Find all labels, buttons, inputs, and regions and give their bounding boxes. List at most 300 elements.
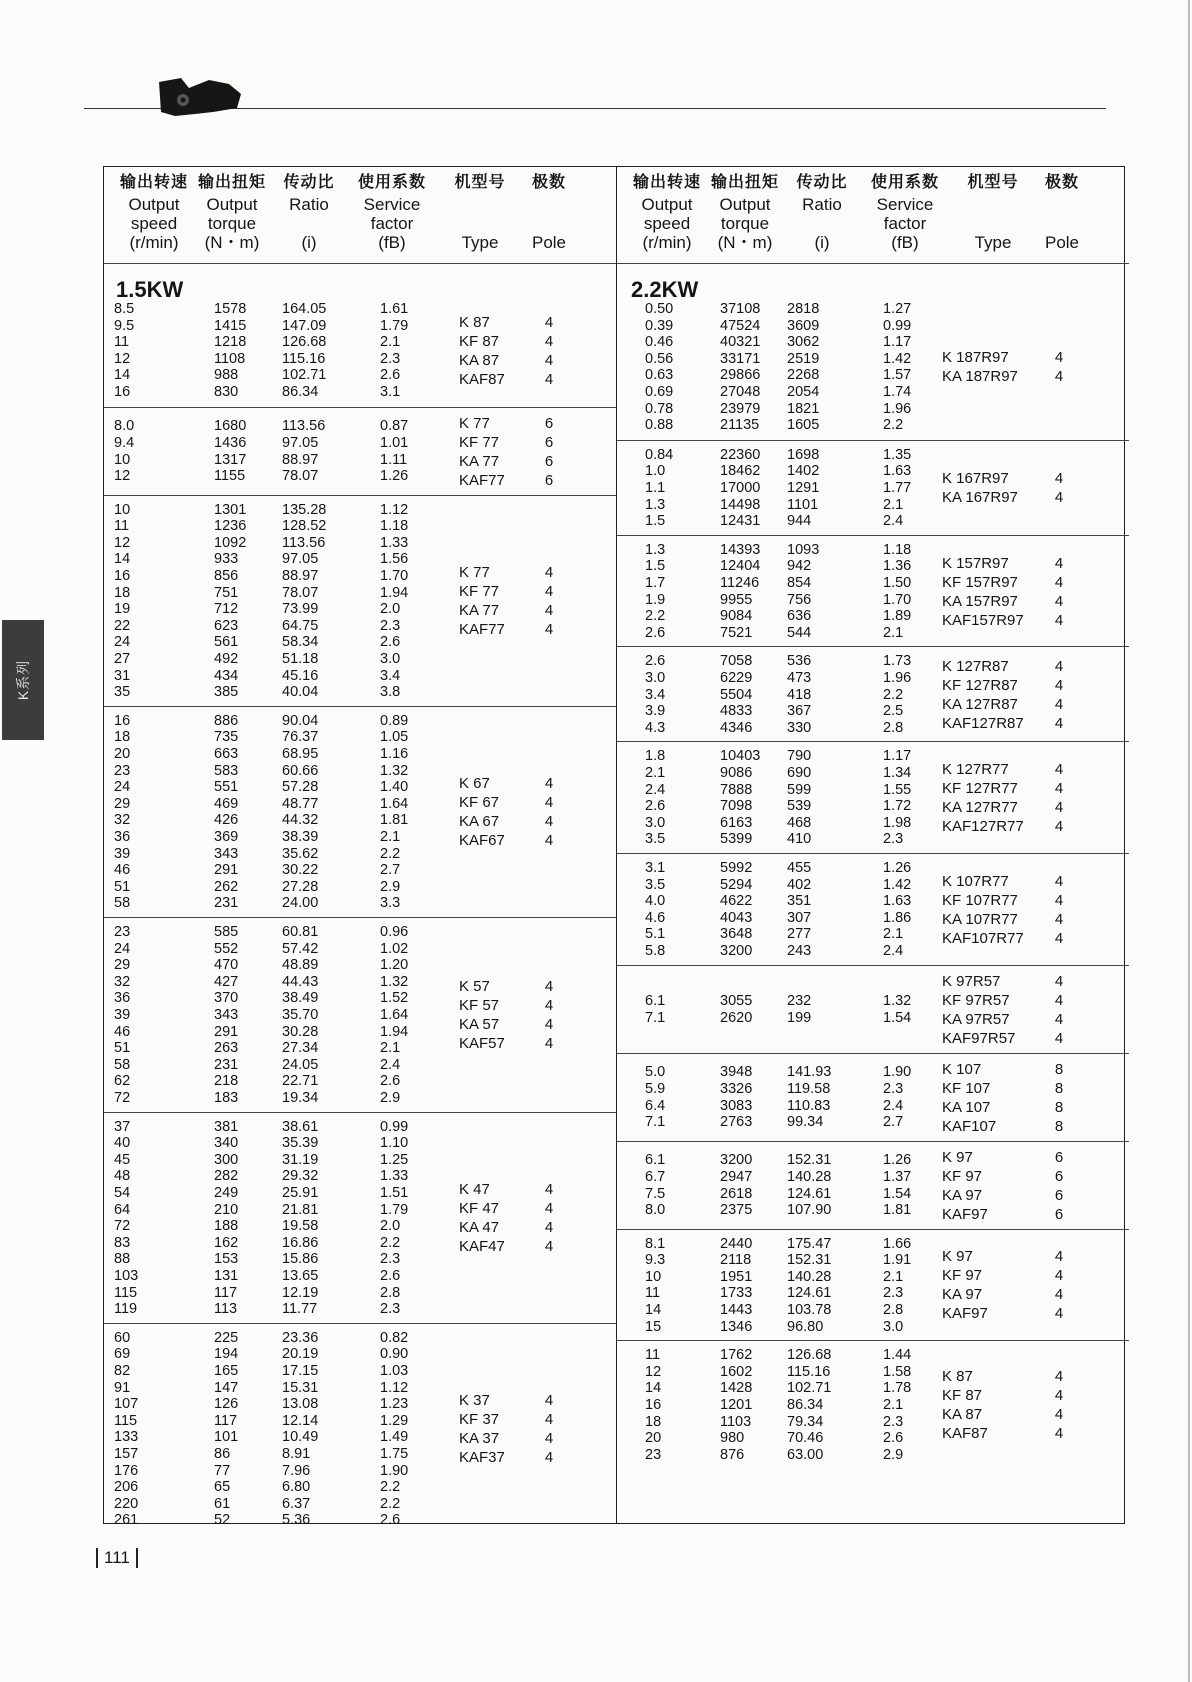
output-torque-cell: 583: [214, 762, 239, 779]
output-torque-cell: 552: [214, 940, 239, 957]
output-torque-cell: 980: [720, 1430, 745, 1447]
output-speed-cell: 3.4: [645, 686, 666, 703]
output-torque-cell: 561: [214, 634, 239, 651]
output-speed-cell: 3.0: [645, 814, 666, 831]
pole-cell: 8: [1054, 1060, 1064, 1078]
output-speed-cell: 24: [114, 634, 131, 651]
table-row-group: [617, 646, 1129, 742]
table-row-group: [617, 1340, 1129, 1469]
type-cell: KAF97R57: [942, 1029, 1016, 1047]
ratio-cell: 35.70: [282, 1007, 319, 1023]
output-torque-cell: 29866: [720, 367, 761, 384]
output-torque-cell: 162: [214, 1234, 239, 1251]
service-factor-cell: 2.7: [380, 862, 401, 879]
ratio-cell: 113.56: [282, 534, 326, 551]
column-header-cn: 传动比: [796, 174, 848, 191]
table-row: [104, 1346, 616, 1363]
ratio-cell: 17.15: [282, 1362, 319, 1379]
ratio-cell: 57.42: [282, 940, 319, 957]
ratio-cell: 40.04: [282, 684, 319, 701]
type-cell: K 47: [459, 1181, 490, 1199]
ratio-cell: 96.80: [787, 1318, 824, 1335]
output-speed-cell: 1.8: [645, 748, 666, 765]
pole-cell: 4: [1054, 910, 1064, 928]
type-cell: KAF67: [459, 832, 505, 850]
output-torque-cell: 4346: [720, 719, 753, 736]
service-factor-cell: 1.54: [883, 1185, 912, 1202]
pole-cell: 4: [544, 313, 554, 331]
service-factor-cell: 2.9: [883, 1446, 904, 1463]
service-factor-cell: 1.66: [883, 1235, 912, 1252]
output-speed-cell: 8.5: [114, 301, 135, 317]
output-torque-cell: 77: [214, 1462, 231, 1479]
output-speed-cell: 8.0: [114, 418, 135, 435]
output-speed-cell: 1.5: [645, 558, 666, 575]
output-speed-cell: 2.2: [645, 608, 666, 625]
ratio-cell: 30.22: [282, 862, 319, 879]
output-speed-cell: 5.8: [645, 943, 666, 959]
output-torque-cell: 1108: [214, 350, 246, 367]
ratio-cell: 3062: [787, 334, 820, 351]
output-torque-cell: 3200: [720, 1152, 753, 1169]
ratio-cell: 141.93: [787, 1064, 832, 1081]
output-speed-cell: 19: [114, 601, 131, 618]
output-torque-cell: 52: [214, 1512, 231, 1529]
output-speed-cell: 4.6: [645, 909, 666, 926]
service-factor-cell: 2.7: [883, 1114, 904, 1131]
service-factor-cell: 2.2: [883, 417, 904, 434]
output-speed-cell: 103: [114, 1267, 139, 1284]
ratio-cell: 20.19: [282, 1346, 319, 1363]
output-speed-cell: 1.9: [645, 591, 666, 608]
ratio-cell: 60.66: [282, 762, 319, 779]
output-torque-cell: 21135: [720, 417, 760, 434]
output-speed-cell: 12: [114, 350, 131, 367]
output-speed-cell: 0.39: [645, 317, 674, 334]
table-row: [104, 862, 616, 879]
pole-cell: 4: [1054, 592, 1064, 610]
output-speed-cell: 0.78: [645, 400, 674, 417]
type-cell: KF 57: [459, 997, 500, 1015]
output-speed-cell: 12: [114, 468, 131, 485]
column-header-en: Ratio (i): [289, 195, 329, 252]
ratio-cell: 126.68: [282, 334, 327, 351]
ratio-cell: 35.39: [282, 1135, 319, 1152]
pole-cell: 6: [1054, 1148, 1064, 1166]
output-speed-cell: 1.5: [645, 513, 666, 530]
pole-cell: 4: [1054, 929, 1064, 947]
ratio-cell: 307: [787, 909, 812, 926]
service-factor-cell: 1.35: [883, 446, 912, 463]
pole-cell: 6: [544, 471, 554, 489]
table-row-group: [617, 1053, 1129, 1142]
type-cell: KA 47: [459, 1219, 500, 1237]
pole-cell: 4: [1054, 799, 1064, 817]
ratio-cell: 790: [787, 748, 812, 765]
output-torque-cell: 1443: [720, 1301, 753, 1318]
table-column-left: [104, 167, 616, 1529]
service-factor-cell: 1.02: [380, 940, 409, 957]
output-torque-cell: 231: [214, 1056, 239, 1073]
output-speed-cell: 16: [114, 712, 131, 729]
output-torque-cell: 551: [214, 779, 239, 796]
service-factor-cell: 3.3: [380, 895, 401, 912]
ratio-cell: 22.71: [282, 1073, 319, 1090]
output-torque-cell: 131: [214, 1267, 239, 1284]
table-row-group: [104, 495, 616, 707]
pole-cell: 4: [1054, 1029, 1064, 1047]
output-speed-cell: 69: [114, 1346, 131, 1363]
output-torque-cell: 1317: [214, 451, 247, 468]
column-header-cn: 机型号: [967, 174, 1019, 191]
column-header-en: Output torque (N・m): [717, 195, 773, 252]
output-torque-cell: 263: [214, 1040, 239, 1057]
ratio-cell: 3609: [787, 317, 820, 334]
table-row: [617, 417, 1129, 434]
ratio-cell: 418: [787, 686, 812, 703]
ratio-cell: 15.31: [282, 1379, 319, 1396]
service-factor-cell: 1.89: [883, 608, 912, 625]
ratio-cell: 99.34: [787, 1114, 824, 1131]
type-cell: K 97: [942, 1148, 973, 1166]
type-cell: KF 157R97: [942, 573, 1018, 591]
table-row: [104, 1090, 616, 1107]
service-factor-cell: 2.3: [380, 1301, 401, 1318]
column-header-en: Pole: [1044, 233, 1080, 252]
type-cell: K 77: [459, 414, 490, 432]
service-factor-cell: 2.3: [380, 1251, 401, 1268]
output-torque-cell: 3055: [720, 992, 753, 1009]
output-speed-cell: 39: [114, 845, 131, 862]
column-header-en: Type: [974, 233, 1012, 252]
service-factor-cell: 0.87: [380, 418, 409, 435]
column-header: [352, 173, 432, 252]
column-header-en: Pole: [531, 233, 567, 252]
table-row: [617, 401, 1129, 418]
output-torque-cell: 751: [214, 584, 239, 601]
ratio-cell: 468: [787, 814, 812, 831]
table-row: [104, 879, 616, 896]
service-factor-cell: 2.5: [883, 703, 904, 720]
ratio-cell: 38.61: [282, 1118, 319, 1135]
service-factor-cell: 1.10: [380, 1135, 409, 1152]
ratio-cell: 1101: [787, 496, 819, 513]
column-header-cn: 使用系数: [357, 174, 426, 191]
output-torque-cell: 300: [214, 1151, 239, 1168]
pole-cell: 4: [1054, 349, 1064, 367]
service-factor-cell: 1.94: [380, 1023, 409, 1040]
ratio-cell: 124.61: [787, 1285, 832, 1302]
pole-cell: 4: [544, 332, 554, 350]
output-torque-cell: 218: [214, 1073, 239, 1090]
output-speed-cell: 82: [114, 1362, 131, 1379]
output-torque-cell: 1103: [720, 1413, 752, 1430]
output-speed-cell: 2.6: [645, 624, 666, 641]
ratio-cell: 6.37: [282, 1495, 311, 1512]
output-speed-cell: 6.4: [645, 1097, 666, 1114]
output-torque-cell: 5294: [720, 876, 753, 893]
output-torque-cell: 427: [214, 973, 239, 990]
output-speed-cell: 0.56: [645, 350, 674, 367]
table-row: [617, 1447, 1129, 1464]
table-row: [104, 941, 616, 958]
ratio-cell: 102.71: [787, 1380, 832, 1397]
type-cell: KA 87: [459, 351, 500, 369]
output-torque-cell: 33171: [720, 350, 761, 367]
ratio-cell: 15.86: [282, 1251, 319, 1268]
pole-cell: 4: [544, 1016, 554, 1034]
ratio-cell: 88.97: [282, 567, 319, 584]
table-row-group: [617, 965, 1129, 1054]
output-speed-cell: 9.4: [114, 434, 135, 451]
column-header-cn: 输出扭矩: [197, 174, 266, 191]
output-speed-cell: 1.3: [645, 496, 666, 513]
service-factor-cell: 2.1: [380, 828, 401, 845]
ratio-cell: 367: [787, 703, 812, 720]
table-row: [104, 1301, 616, 1318]
type-cell: KA 127R77: [942, 799, 1018, 817]
output-torque-cell: 7521: [720, 624, 753, 641]
spec-table: [103, 166, 1125, 1529]
ratio-cell: 8.91: [282, 1445, 311, 1462]
ratio-cell: 140.28: [787, 1268, 832, 1285]
column-header-row: [617, 167, 1129, 264]
ratio-cell: 35.62: [282, 845, 319, 862]
ratio-cell: 6.80: [282, 1479, 311, 1496]
service-factor-cell: 2.4: [883, 513, 904, 530]
ratio-cell: 16.86: [282, 1234, 319, 1251]
pole-cell: 4: [544, 621, 554, 639]
type-cell: KA 167R97: [942, 489, 1018, 507]
service-factor-cell: 2.4: [380, 1056, 401, 1073]
ratio-cell: 402: [787, 876, 812, 893]
pole-cell: 4: [1054, 695, 1064, 713]
ratio-cell: 13.08: [282, 1396, 319, 1413]
output-speed-cell: 16: [114, 384, 131, 400]
column-header: [1037, 173, 1087, 252]
type-cell: K 57: [459, 978, 490, 996]
pole-cell: 4: [1054, 1286, 1064, 1304]
output-torque-cell: 9084: [720, 608, 753, 625]
output-speed-cell: 23: [114, 924, 131, 940]
type-cell: K 187R97: [942, 349, 1009, 367]
output-torque-cell: 27048: [720, 384, 761, 400]
table-row-group: [104, 706, 616, 918]
column-header: [440, 173, 520, 252]
output-torque-cell: 1762: [720, 1347, 753, 1364]
ratio-cell: 38.39: [282, 828, 319, 845]
output-torque-cell: 4043: [720, 909, 753, 926]
output-torque-cell: 2620: [720, 1009, 753, 1026]
table-row-group: [617, 295, 1129, 440]
column-header-cn: 输出转速: [119, 174, 188, 191]
pole-cell: 8: [1054, 1098, 1064, 1116]
ratio-cell: 63.00: [787, 1446, 824, 1463]
output-speed-cell: 14: [114, 551, 131, 568]
pole-cell: 6: [544, 433, 554, 451]
table-row-group: [104, 295, 616, 407]
output-torque-cell: 126: [214, 1396, 239, 1413]
ratio-cell: 455: [787, 860, 812, 876]
column-header-cn: 输出扭矩: [710, 174, 779, 191]
type-cell: KAF47: [459, 1238, 505, 1256]
pole-cell: 4: [544, 370, 554, 388]
ratio-cell: 152.31: [787, 1252, 832, 1269]
service-factor-cell: 2.3: [883, 1285, 904, 1302]
service-factor-cell: 1.42: [883, 876, 912, 893]
output-torque-cell: 933: [214, 551, 239, 568]
output-speed-cell: 5.1: [645, 926, 666, 943]
service-factor-cell: 2.9: [380, 1090, 401, 1106]
output-speed-cell: 46: [114, 1023, 131, 1040]
output-speed-cell: 36: [114, 828, 131, 845]
output-torque-cell: 183: [214, 1090, 239, 1106]
output-torque-cell: 2763: [720, 1114, 753, 1131]
type-cell: K 107R77: [942, 872, 1009, 890]
pole-cell: 4: [1054, 818, 1064, 836]
ratio-cell: 58.34: [282, 634, 319, 651]
table-row-group: [104, 917, 616, 1113]
service-factor-cell: 0.90: [380, 1346, 409, 1363]
ratio-cell: 854: [787, 574, 812, 591]
service-factor-cell: 0.99: [883, 317, 912, 334]
output-speed-cell: 32: [114, 973, 131, 990]
output-torque-cell: 117: [214, 1284, 238, 1301]
service-factor-cell: 2.3: [883, 1080, 904, 1097]
service-factor-cell: 1.03: [380, 1362, 409, 1379]
table-row-group: [104, 407, 616, 496]
type-cell: K 77: [459, 564, 490, 582]
ratio-cell: 57.28: [282, 779, 319, 796]
service-factor-cell: 1.16: [380, 745, 409, 762]
output-speed-cell: 10: [114, 451, 131, 468]
ratio-cell: 115.16: [282, 350, 326, 367]
service-factor-cell: 1.64: [380, 1007, 409, 1023]
output-torque-cell: 11246: [720, 574, 760, 591]
table-row: [617, 318, 1129, 335]
column-header-en: Type: [461, 233, 499, 252]
output-speed-cell: 31: [114, 667, 131, 684]
output-torque-cell: 194: [214, 1346, 239, 1363]
type-cell: KA 127R87: [942, 695, 1018, 713]
output-speed-cell: 22: [114, 617, 131, 634]
output-torque-cell: 9086: [720, 764, 753, 781]
output-torque-cell: 492: [214, 650, 239, 667]
output-speed-cell: 6.1: [645, 992, 666, 1009]
ratio-cell: 12.14: [282, 1412, 319, 1429]
service-factor-cell: 1.96: [883, 669, 912, 686]
service-factor-cell: 1.42: [883, 350, 912, 367]
service-factor-cell: 1.50: [883, 574, 912, 591]
output-torque-cell: 876: [720, 1446, 745, 1463]
service-factor-cell: 1.64: [380, 795, 409, 812]
type-cell: K 97: [942, 1248, 973, 1266]
output-torque-cell: 86: [214, 1445, 231, 1462]
page-number-text: 111: [104, 1548, 130, 1567]
output-torque-cell: 1092: [214, 534, 247, 551]
output-speed-cell: 9.5: [114, 317, 135, 334]
service-factor-cell: 1.12: [380, 501, 409, 518]
page-number: [96, 1548, 138, 1568]
output-speed-cell: 40: [114, 1135, 131, 1152]
output-torque-cell: 22360: [720, 446, 761, 463]
type-cell: KA 37: [459, 1430, 500, 1448]
service-factor-cell: 1.26: [883, 860, 912, 876]
ratio-cell: 944: [787, 513, 812, 530]
output-speed-cell: 5.0: [645, 1064, 666, 1081]
type-cell: KF 47: [459, 1200, 500, 1218]
type-cell: KF 87: [459, 332, 500, 350]
table-row: [104, 1285, 616, 1302]
output-speed-cell: 3.5: [645, 831, 666, 848]
output-speed-cell: 24: [114, 940, 131, 957]
ratio-cell: 2054: [787, 384, 820, 400]
ratio-cell: 102.71: [282, 367, 327, 384]
type-cell: K 37: [459, 1392, 490, 1410]
service-factor-cell: 0.99: [380, 1118, 409, 1135]
column-header: [274, 173, 344, 252]
output-torque-cell: 1301: [214, 501, 247, 518]
service-factor-cell: 2.2: [380, 845, 401, 862]
service-factor-cell: 1.79: [380, 1201, 409, 1218]
table-row-group: [617, 853, 1129, 966]
output-speed-cell: 5.9: [645, 1080, 666, 1097]
output-torque-cell: 17000: [720, 479, 761, 496]
output-speed-cell: 60: [114, 1329, 131, 1346]
service-factor-cell: 1.20: [380, 957, 409, 974]
ratio-cell: 473: [787, 669, 812, 686]
output-speed-cell: 2.1: [645, 764, 666, 781]
ratio-cell: 107.90: [787, 1202, 832, 1219]
service-factor-cell: 2.3: [883, 831, 904, 848]
pole-cell: 4: [544, 794, 554, 812]
output-speed-cell: 91: [114, 1379, 131, 1396]
service-factor-cell: 1.63: [883, 463, 912, 480]
type-cell: KAF57: [459, 1035, 505, 1053]
table-row: [104, 1057, 616, 1074]
output-speed-cell: 8.0: [645, 1202, 666, 1219]
table-row: [617, 1347, 1129, 1364]
output-speed-cell: 115: [114, 1284, 138, 1301]
output-torque-cell: 2118: [720, 1252, 752, 1269]
ratio-cell: 5.36: [282, 1512, 311, 1529]
service-factor-cell: 1.26: [380, 468, 409, 485]
output-torque-cell: 7888: [720, 781, 753, 798]
ratio-cell: 2519: [787, 350, 820, 367]
ratio-cell: 86.34: [787, 1396, 824, 1413]
ratio-cell: 86.34: [282, 384, 319, 400]
output-speed-cell: 18: [114, 729, 131, 746]
output-speed-cell: 29: [114, 957, 131, 974]
service-factor-cell: 1.52: [380, 990, 409, 1007]
type-cell: KF 37: [459, 1411, 500, 1429]
ratio-cell: 70.46: [787, 1430, 824, 1447]
pole-cell: 4: [1054, 972, 1064, 990]
output-speed-cell: 2.6: [645, 798, 666, 815]
table-row-group: [617, 535, 1129, 648]
service-factor-cell: 1.33: [380, 1168, 409, 1185]
pole-cell: 4: [1054, 891, 1064, 909]
type-cell: KAF77: [459, 471, 505, 489]
output-speed-cell: 37: [114, 1118, 131, 1135]
type-cell: KAF97: [942, 1305, 988, 1323]
service-factor-cell: 1.73: [883, 653, 912, 670]
ratio-cell: 79.34: [787, 1413, 824, 1430]
table-row: [104, 535, 616, 552]
pole-cell: 4: [1054, 611, 1064, 629]
output-torque-cell: 1415: [214, 317, 247, 334]
pole-cell: 4: [544, 1035, 554, 1053]
